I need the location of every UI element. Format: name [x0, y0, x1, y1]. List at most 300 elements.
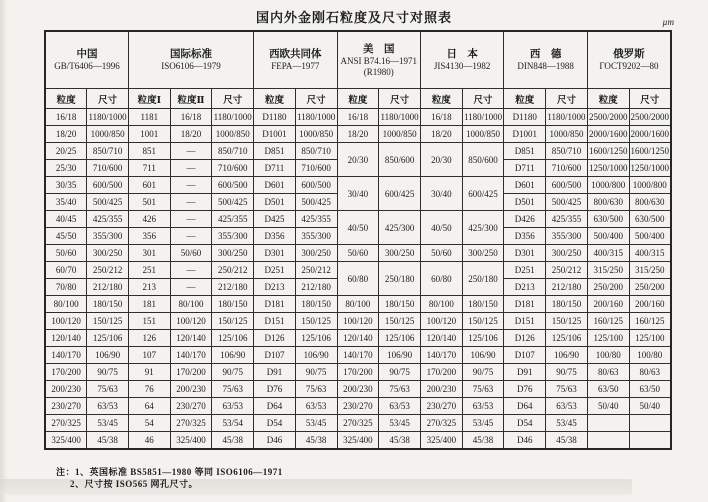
table-cell: 40/50: [337, 211, 379, 245]
table-row: [45, 364, 671, 381]
table-cell: 1180/1000: [462, 109, 504, 126]
table-cell: 106/90: [87, 347, 129, 364]
table-cell: 80/100: [45, 296, 87, 313]
table-cell: 106/90: [379, 347, 421, 364]
table-cell: 63/50: [587, 381, 629, 398]
table-cell: 851: [128, 143, 170, 160]
table-cell: —: [170, 194, 212, 211]
table-cell: 300/250: [379, 245, 421, 262]
table-cell: 212/180: [546, 279, 588, 296]
table-row: [45, 262, 671, 279]
group-name: 俄罗斯: [613, 49, 645, 60]
table-cell: 601: [128, 177, 170, 194]
table-row: [45, 296, 671, 313]
table-cell: 75/63: [462, 381, 504, 398]
table-cell: 45/38: [87, 432, 129, 450]
table-cell: 100/120: [170, 313, 212, 330]
table-cell: D213: [254, 279, 296, 296]
table-cell: —: [170, 279, 212, 296]
column-header: 粒度: [45, 89, 87, 109]
table-cell: 20/30: [420, 143, 462, 177]
table-cell: D601: [504, 177, 546, 194]
table-cell: 140/170: [420, 347, 462, 364]
table-cell: 600/500: [546, 177, 588, 194]
table-cell: 200/230: [337, 381, 379, 398]
table-cell: 230/270: [170, 398, 212, 415]
table-cell: D1001: [254, 126, 296, 143]
table-cell: 2500/2000: [587, 109, 629, 126]
group-standard: (R1980): [363, 66, 394, 77]
table-cell: 251: [128, 262, 170, 279]
table-cell: 30/40: [337, 177, 379, 211]
table-cell: 300/250: [295, 245, 337, 262]
table-cell: D46: [504, 432, 546, 450]
table-cell: 500/425: [295, 194, 337, 211]
table-cell: 100/120: [420, 313, 462, 330]
table-cell: 125/106: [295, 330, 337, 347]
table-cell: D501: [254, 194, 296, 211]
table-cell: 70/80: [45, 279, 87, 296]
table-cell: 80/100: [337, 296, 379, 313]
table-row: [45, 109, 671, 126]
table-row: [45, 330, 671, 347]
table-cell: 250/180: [379, 262, 421, 296]
table-cell: 250/212: [212, 262, 254, 279]
table-cell: 270/325: [170, 415, 212, 432]
column-header: 粒度: [504, 89, 546, 109]
table-cell: 711: [128, 160, 170, 177]
table-cell: 170/200: [170, 364, 212, 381]
table-cell: 630/500: [587, 211, 629, 228]
table-cell: 181: [128, 296, 170, 313]
table-cell: 20/30: [337, 143, 379, 177]
column-header: 尺寸: [629, 89, 671, 109]
table-cell: 90/75: [212, 364, 254, 381]
group-standard: GB/T6406—1996: [54, 61, 120, 71]
table-row: [45, 313, 671, 330]
table-row: [45, 415, 671, 432]
table-cell: 106/90: [295, 347, 337, 364]
table-cell: 64: [128, 398, 170, 415]
table-cell: 800/630: [629, 194, 671, 211]
table-cell: D76: [254, 381, 296, 398]
table-cell: 100/80: [587, 347, 629, 364]
table-cell: 50/60: [170, 245, 212, 262]
table-cell: 2500/2000: [629, 109, 671, 126]
table-cell: 75/63: [546, 381, 588, 398]
table-cell: 1250/1000: [587, 160, 629, 177]
table-cell: 1180/1000: [295, 109, 337, 126]
unit-label: µm: [662, 17, 674, 27]
table-row: [45, 245, 671, 262]
table-header: [45, 31, 671, 109]
table-cell: D46: [254, 432, 296, 450]
table-cell: 40/50: [420, 211, 462, 245]
group-name: 中国: [76, 49, 98, 60]
table-cell: 63/53: [212, 398, 254, 415]
table-cell: 400/315: [629, 245, 671, 262]
table-cell: 355/300: [295, 228, 337, 245]
table-cell: 2000/1600: [587, 126, 629, 143]
table-cell: 300/250: [87, 245, 129, 262]
table-cell: 425/355: [546, 211, 588, 228]
table-cell: 600/425: [379, 177, 421, 211]
table-cell: 50/60: [337, 245, 379, 262]
table-cell: 850/710: [212, 143, 254, 160]
table-cell: [587, 415, 629, 432]
table-row: [45, 143, 671, 160]
table-cell: 1000/800: [587, 177, 629, 194]
table-cell: 120/140: [170, 330, 212, 347]
table-cell: 120/140: [337, 330, 379, 347]
table-cell: 325/400: [170, 432, 212, 450]
table-cell: 501: [128, 194, 170, 211]
table-cell: 76: [128, 381, 170, 398]
table-cell: 63/53: [295, 398, 337, 415]
table-cell: 356: [128, 228, 170, 245]
table-row: [45, 177, 671, 194]
table-cell: 1600/1250: [587, 143, 629, 160]
group-standard: ANSI B74.16—1971: [340, 55, 417, 66]
table-cell: 212/180: [87, 279, 129, 296]
group-name: 美 国: [363, 43, 395, 55]
table-cell: 270/325: [45, 415, 87, 432]
table-cell: 126: [128, 330, 170, 347]
table-cell: 500/425: [87, 194, 129, 211]
table-row: [45, 381, 671, 398]
table-cell: 230/270: [45, 398, 87, 415]
table-cell: 200/160: [587, 296, 629, 313]
table-cell: 1180/1000: [212, 109, 254, 126]
table-cell: D425: [254, 211, 296, 228]
table-cell: D181: [254, 296, 296, 313]
table-cell: 90/75: [546, 364, 588, 381]
table-cell: 53/45: [546, 415, 588, 432]
table-cell: D301: [254, 245, 296, 262]
table-cell: 45/50: [45, 228, 87, 245]
column-header: 尺寸: [379, 89, 421, 109]
table-cell: 230/270: [420, 398, 462, 415]
column-header: 尺寸: [462, 89, 504, 109]
table-cell: 2000/1600: [629, 126, 671, 143]
table-cell: 170/200: [420, 364, 462, 381]
table-cell: 180/150: [379, 296, 421, 313]
table-cell: [587, 432, 629, 450]
table-cell: 18/20: [170, 126, 212, 143]
table-cell: 170/200: [45, 364, 87, 381]
table-cell: 600/425: [462, 177, 504, 211]
table-cell: 325/400: [420, 432, 462, 450]
group-standard: ISO6106—1979: [161, 61, 221, 71]
table-cell: 45/38: [212, 432, 254, 450]
group-name: 日 本: [446, 49, 478, 60]
table-cell: D1180: [254, 109, 296, 126]
table-cell: 80/63: [629, 364, 671, 381]
table-cell: 1000/800: [629, 177, 671, 194]
table-cell: 18/20: [420, 126, 462, 143]
table-cell: 60/70: [45, 262, 87, 279]
table-cell: D64: [504, 398, 546, 415]
scan-edge-shadow: [0, 0, 7, 502]
table-cell: —: [170, 177, 212, 194]
table-cell: 106/90: [212, 347, 254, 364]
table-cell: 355/300: [212, 228, 254, 245]
table-cell: 250/212: [295, 262, 337, 279]
table-cell: 63/53: [546, 398, 588, 415]
table-cell: 54: [128, 415, 170, 432]
column-header: 尺寸: [546, 89, 588, 109]
table-cell: 800/630: [587, 194, 629, 211]
table-cell: 16/18: [420, 109, 462, 126]
table-cell: 53/45: [295, 415, 337, 432]
table-cell: D181: [504, 296, 546, 313]
page-title: 国内外金刚石粒度及尺寸对照表: [255, 10, 452, 25]
table-cell: 120/140: [420, 330, 462, 347]
table-row: [45, 211, 671, 228]
table-cell: 16/18: [337, 109, 379, 126]
table-cell: 80/100: [170, 296, 212, 313]
table-cell: 400/315: [587, 245, 629, 262]
column-group-header: [587, 31, 671, 89]
table-cell: 1000/850: [212, 126, 254, 143]
table-cell: 125/106: [379, 330, 421, 347]
table-cell: 850/600: [379, 143, 421, 177]
table-cell: 315/250: [629, 262, 671, 279]
table-cell: 75/63: [87, 381, 129, 398]
table-cell: D91: [254, 364, 296, 381]
footnote-1: 注：1、英国标准 BS5851—1980 等同 ISO6106—1971: [56, 467, 283, 477]
table-cell: 500/400: [587, 228, 629, 245]
table-cell: 125/106: [546, 330, 588, 347]
table-cell: 1000/850: [546, 126, 588, 143]
table-cell: 250/212: [546, 262, 588, 279]
table-cell: 107: [128, 347, 170, 364]
table-cell: 80/63: [587, 364, 629, 381]
table-row: [45, 432, 671, 450]
table-cell: 170/200: [337, 364, 379, 381]
table-cell: D151: [504, 313, 546, 330]
table-cell: 355/300: [546, 228, 588, 245]
table-cell: 50/40: [629, 398, 671, 415]
table-cell: 425/355: [87, 211, 129, 228]
table-cell: 200/230: [420, 381, 462, 398]
table-cell: 90/75: [87, 364, 129, 381]
table-cell: 30/40: [420, 177, 462, 211]
table-cell: 46: [128, 432, 170, 450]
table-cell: 100/80: [629, 347, 671, 364]
table-cell: 600/500: [212, 177, 254, 194]
table-cell: D1180: [504, 109, 546, 126]
table-cell: 180/150: [212, 296, 254, 313]
table-cell: 53/54: [212, 415, 254, 432]
table-cell: 125/106: [87, 330, 129, 347]
table-cell: 325/400: [337, 432, 379, 450]
table-cell: 710/600: [295, 160, 337, 177]
group-standard: FEPA—1977: [271, 61, 320, 71]
table-cell: D251: [504, 262, 546, 279]
table-cell: D851: [504, 143, 546, 160]
table-cell: 300/250: [546, 245, 588, 262]
table-cell: D151: [254, 313, 296, 330]
group-standard: DIN848—1988: [517, 61, 574, 71]
table-cell: D426: [504, 211, 546, 228]
table-cell: 40/45: [45, 211, 87, 228]
table-cell: 200/230: [45, 381, 87, 398]
table-cell: D76: [504, 381, 546, 398]
group-name: 西欧共同体: [269, 49, 322, 60]
table-cell: 1180/1000: [546, 109, 588, 126]
table-cell: D501: [504, 194, 546, 211]
table-cell: 140/170: [337, 347, 379, 364]
group-standard: JIS4130—1982: [433, 61, 491, 71]
table-cell: 500/425: [546, 194, 588, 211]
table-cell: 150/125: [295, 313, 337, 330]
table-cell: 1181: [128, 109, 170, 126]
column-group-header: [128, 31, 253, 89]
table-cell: 250/200: [587, 279, 629, 296]
table-cell: 16/18: [170, 109, 212, 126]
table-cell: D213: [504, 279, 546, 296]
table-cell: 270/325: [420, 415, 462, 432]
table-cell: 300/250: [212, 245, 254, 262]
group-name: 西 德: [529, 49, 562, 60]
table-cell: 106/90: [462, 347, 504, 364]
table-cell: 125/100: [587, 330, 629, 347]
table-cell: 1000/850: [462, 126, 504, 143]
table-cell: D1001: [504, 126, 546, 143]
table-cell: 106/90: [546, 347, 588, 364]
table-cell: 125/106: [212, 330, 254, 347]
table-cell: D711: [504, 160, 546, 177]
table-cell: 90/75: [462, 364, 504, 381]
table-cell: 301: [128, 245, 170, 262]
table-cell: —: [170, 211, 212, 228]
table-cell: 16/18: [45, 109, 87, 126]
table-cell: D54: [254, 415, 296, 432]
table-cell: 53/45: [379, 415, 421, 432]
table-cell: 100/120: [45, 313, 87, 330]
table-cell: 60/80: [420, 262, 462, 296]
table-cell: —: [170, 143, 212, 160]
table-cell: 425/355: [295, 211, 337, 228]
table-cell: 63/50: [629, 381, 671, 398]
table-cell: 18/20: [45, 126, 87, 143]
table-cell: 63/53: [379, 398, 421, 415]
table-cell: 60/80: [337, 262, 379, 296]
table-cell: [629, 415, 671, 432]
table-cell: 425/355: [212, 211, 254, 228]
table-cell: 45/38: [295, 432, 337, 450]
table-cell: 1180/1000: [87, 109, 129, 126]
table-cell: 90/75: [379, 364, 421, 381]
table-cell: 355/300: [87, 228, 129, 245]
table-cell: 151: [128, 313, 170, 330]
table-cell: D711: [254, 160, 296, 177]
group-name: 国际标准: [170, 49, 213, 60]
table-cell: 710/600: [212, 160, 254, 177]
table-cell: 213: [128, 279, 170, 296]
table-cell: 50/60: [420, 245, 462, 262]
table-cell: D126: [504, 330, 546, 347]
table-cell: 45/38: [462, 432, 504, 450]
table-cell: 710/600: [87, 160, 129, 177]
table-cell: 500/400: [629, 228, 671, 245]
column-group-header: [504, 31, 587, 89]
table-cell: —: [170, 228, 212, 245]
column-header: 尺寸: [212, 89, 254, 109]
table-cell: 1001: [128, 126, 170, 143]
table-cell: 600/500: [295, 177, 337, 194]
column-header: 粒度Ⅰ: [128, 89, 170, 109]
table-cell: 91: [128, 364, 170, 381]
table-cell: 325/400: [45, 432, 87, 450]
table-cell: 125/100: [629, 330, 671, 347]
table-cell: 80/100: [420, 296, 462, 313]
table-cell: 850/600: [462, 143, 504, 177]
table-cell: 250/180: [462, 262, 504, 296]
table-row: [45, 347, 671, 364]
table-cell: 150/125: [379, 313, 421, 330]
group-standard: ГОСТ9202—80: [599, 61, 659, 71]
table-cell: 850/710: [546, 143, 588, 160]
table-cell: 426: [128, 211, 170, 228]
table-cell: 150/125: [87, 313, 129, 330]
table-cell: 150/125: [212, 313, 254, 330]
table-cell: D54: [504, 415, 546, 432]
table-cell: 200/230: [170, 381, 212, 398]
table-cell: 500/425: [212, 194, 254, 211]
table-cell: 315/250: [587, 262, 629, 279]
table-cell: 63/53: [87, 398, 129, 415]
table-cell: 600/500: [87, 177, 129, 194]
table-cell: 250/200: [629, 279, 671, 296]
table-cell: 710/600: [546, 160, 588, 177]
table-cell: 300/250: [462, 245, 504, 262]
table-cell: 212/180: [295, 279, 337, 296]
column-header: 粒度: [587, 89, 629, 109]
comparison-table: [44, 30, 672, 450]
footnotes: [56, 466, 283, 490]
table-cell: 1000/850: [295, 126, 337, 143]
column-group-header: [45, 31, 128, 89]
table-cell: 18/20: [337, 126, 379, 143]
table-row: [45, 126, 671, 143]
table-cell: D91: [504, 364, 546, 381]
table-cell: 50/60: [45, 245, 87, 262]
table-cell: 150/125: [462, 313, 504, 330]
table-cell: 180/150: [462, 296, 504, 313]
table-cell: D301: [504, 245, 546, 262]
column-group-header: [254, 31, 337, 89]
table-row: [45, 398, 671, 415]
table-cell: 35/40: [45, 194, 87, 211]
table-cell: 45/38: [546, 432, 588, 450]
column-group-header: [420, 31, 503, 89]
table-cell: 75/63: [379, 381, 421, 398]
table-cell: 425/300: [462, 211, 504, 245]
table-cell: D107: [504, 347, 546, 364]
table-cell: 125/106: [462, 330, 504, 347]
table-cell: 100/120: [337, 313, 379, 330]
table-cell: [629, 432, 671, 450]
table-cell: 150/125: [546, 313, 588, 330]
table-cell: 140/170: [170, 347, 212, 364]
table-cell: 50/40: [587, 398, 629, 415]
table-body: [45, 109, 671, 450]
table-cell: 20/25: [45, 143, 87, 160]
table-cell: 425/300: [379, 211, 421, 245]
table-cell: D356: [504, 228, 546, 245]
